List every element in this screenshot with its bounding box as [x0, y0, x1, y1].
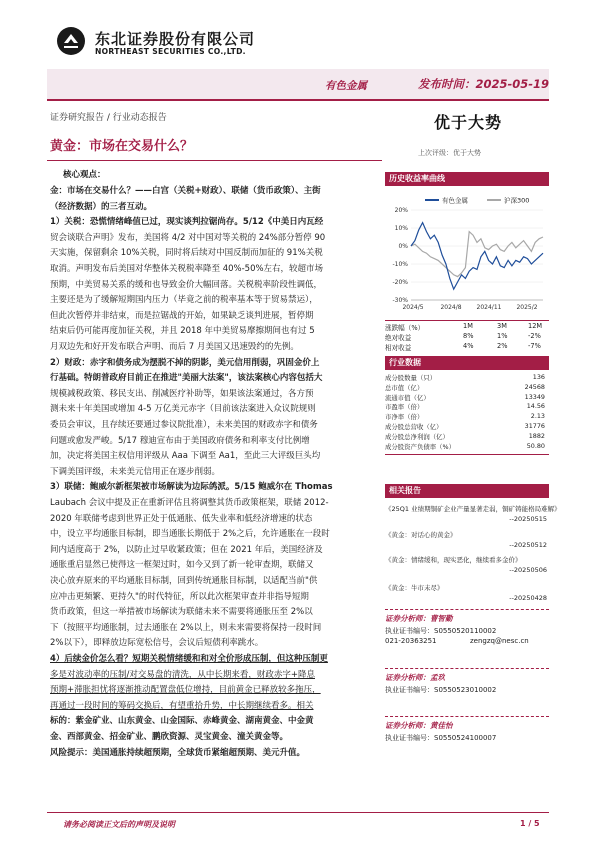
- industry-row-value: 136: [532, 373, 545, 381]
- return-chart-svg: [385, 188, 549, 320]
- analyst-label: 证券分析师：: [385, 673, 430, 682]
- body-line: 4）后续金价怎么看？短期关税情绪缓和和对全价形成压制，但这种压制更: [50, 654, 328, 664]
- analyst-name: 孟玖: [430, 673, 445, 682]
- body-line: 货币政策，但这一举措被市场解读为联储未来不需要将通胀压至 2%以: [50, 607, 313, 618]
- industry-row-value: 24568: [524, 382, 545, 391]
- industry-row: [385, 422, 549, 431]
- core-views-label: 核心观点：: [63, 170, 106, 180]
- body-line: 1）关税：恐慌情绪峰值已过，现实谈判拉锯尚存。5/12《中美日内瓦经: [50, 217, 324, 228]
- related-report-title[interactable]: 《黄金：牛市未尽》: [385, 584, 444, 592]
- body-line: 行基础。特朗普政府目前正在推进"美丽大法案"，该法案核心内容包括大: [50, 373, 323, 384]
- body-line: 预期+滞胀担忧将逐渐推动配置盘低位增持，目前黄金已释放较多拖压，: [50, 685, 321, 696]
- chart-y-tick-label: 20%: [394, 207, 408, 214]
- related-report-date: --20250512: [509, 541, 547, 549]
- industry-row: [385, 442, 549, 451]
- performance-table: [385, 322, 549, 352]
- industry-row-label: 成分股资产负债率（%）: [385, 442, 455, 451]
- analyst-name: 黄佳怡: [430, 721, 453, 730]
- industry-row-label: 成分股总净利润（亿）: [385, 432, 449, 441]
- industry-row-value: 50.80: [526, 441, 545, 450]
- footer-note: 请务必阅读正文后的声明及说明: [63, 820, 175, 829]
- rating: 优于大势: [434, 113, 503, 132]
- body-line: 加，决定将美国主权信用评级从 Aaa 下调至 Aa1，至此三大评级巨头均: [50, 451, 321, 462]
- body-line: 但此次暂停并非结束，而是拉锯战的开始，如果缺乏谈判进展，暂停期: [50, 310, 314, 321]
- body-line: 主要还是为了缓解短期国内压力（毕竟之前的税率基本等于贸易禁运），: [50, 295, 318, 306]
- related-report-title[interactable]: 《25Q1 业绩期铜矿企业产量显著走弱，铜矿铸能格局难解》: [385, 505, 561, 513]
- chart-y-tick-label: 0%: [398, 243, 408, 250]
- body-line: （经济数据）的三者互动。: [50, 201, 153, 212]
- perf-cell: 1%: [497, 332, 508, 340]
- perf-header-cell: 1M: [463, 322, 473, 330]
- perf-header-cell: 3M: [497, 322, 507, 330]
- body-line: 下（按照平均通胀制，过去通胀在 2%以上，则未来需要将保持一段时间: [50, 622, 322, 633]
- body-line: 中，设立平均通胀目标制，即当通胀长期低于 2%之后，允许通胀在一段时: [50, 529, 330, 540]
- related-report-date: --20250506: [509, 566, 547, 574]
- body-line: 2%以下），即释放边际宽松信号，会议后短债利率跳水。: [50, 638, 264, 649]
- body-line: 3）联储：鲍威尔新框架被市场解读为边际鸽派。5/15 鲍威尔在 Thomas: [50, 482, 333, 493]
- body-line: 2）财政：赤字和债务成为摆脱不掉的阴影，美元信用削弱，巩固金价上: [50, 357, 320, 368]
- chart-y-tick-label: 10%: [394, 225, 408, 232]
- analyst-cert: 执业证书编号：S0550524100007: [385, 734, 497, 742]
- chart-y-tick-label: -30%: [392, 297, 408, 304]
- body-line: 通胀重启显然已使得这一框架过时，如今又到了新一轮审查期，联储又: [50, 560, 314, 571]
- perf-table-top-line: [385, 320, 549, 321]
- chart-legend-label: 沪深300: [504, 196, 530, 205]
- related-report-title[interactable]: 《黄金：对话心的黄金》: [385, 531, 457, 539]
- industry-row: [385, 383, 549, 392]
- body-line: 多是对波动率的压制/对交易盘的清洗，从中长期来看，财政赤字+降息: [50, 669, 315, 680]
- chart-x-tick-label: 2024/8: [440, 304, 462, 311]
- body-line: 决心放弃原来的平均通胀目标制，回到传统通胀目标制，以适配当前"供: [50, 576, 318, 586]
- chart-section-title: 历史收益率曲线: [385, 172, 549, 186]
- analyst-name: 曹智勤: [430, 614, 453, 623]
- analyst-heading: [385, 672, 445, 683]
- perf-cell: 2%: [497, 342, 508, 350]
- company-name-en: NORTHEAST SECURITIES CO.,LTD.: [95, 47, 246, 56]
- industry-row-label: 成分股总营收（亿）: [385, 423, 443, 431]
- industry-row-value: 14.56: [526, 402, 545, 411]
- company-logo: [56, 26, 86, 56]
- related-section-title: 相关报告: [385, 484, 549, 498]
- related-report-title[interactable]: 《黄金：情绪缓和，现实恶化，继续看多金价》: [385, 556, 522, 564]
- report-type: 证券研究报告 / 行业动态报告: [50, 113, 167, 123]
- perf-cell: 4%: [463, 342, 474, 350]
- industry-row-value: 1882: [528, 431, 545, 440]
- industry-row-label: 总市值（亿）: [385, 383, 424, 392]
- perf-cell: 相对收益: [385, 344, 412, 352]
- analyst-label: 证券分析师：: [385, 614, 430, 623]
- industry-row-label: 流通市值（亿）: [385, 393, 430, 402]
- industry-row-label: 市净率（倍）: [385, 413, 424, 422]
- industry-row: [385, 432, 549, 441]
- industry-row: [385, 373, 549, 382]
- analyst-cert: 执业证书编号：S0550520110002: [385, 627, 497, 635]
- chart-y-tick-label: -10%: [392, 261, 408, 268]
- analyst-heading: [385, 720, 453, 731]
- body-line: 风险提示：美国通胀持续超预期，全球货币紧缩超预期、美元升值。: [50, 747, 306, 758]
- body-line: 标的：紫金矿业、山东黄金、山金国际、赤峰黄金、湖南黄金、中金黄: [50, 716, 314, 727]
- analyst-divider: [385, 716, 549, 717]
- analyst-cert: 执业证书编号：S0550523010002: [385, 686, 497, 694]
- industry-row-value: 31776: [524, 422, 545, 430]
- perf-row-relative: [385, 342, 549, 352]
- header-divider: [47, 99, 549, 101]
- body-line: 天实施，保留剩余 10%关税，同时将后续对中国反制而加征的 91%关税: [50, 248, 323, 259]
- perf-header-row: [385, 322, 549, 332]
- body-line: 问题或愈发严峻。5/17 穆迪宣布由于美国政府债务和利率支付比例增: [50, 435, 310, 446]
- perf-header-cell: 涨跌幅（%）: [385, 324, 425, 332]
- industry-row: [385, 402, 549, 411]
- analyst-email[interactable]: zengzq@nesc.cn: [470, 637, 529, 645]
- perf-cell: -7%: [528, 342, 541, 350]
- industry-table-bottom-line: [385, 454, 549, 455]
- chart-legend-label: 有色金属: [442, 196, 468, 205]
- body-line: 预期，中美贸易关系的缓和也导致金价大幅回落。关税税率阶段性调低，: [50, 279, 323, 290]
- body-line: 委员会审议，且存续还要通过参议院批准），未来美国的财政赤字和债务: [50, 420, 318, 430]
- body-line: 贸会谈联合声明》发布，美国将 4/2 对中国对等关税的 24%部分暂停 90: [50, 232, 326, 243]
- body-line: 月双边先和好开发布联合声明、而后 7 月美国又迅速毁约的先例。: [50, 342, 299, 352]
- perf-cell: -2%: [528, 332, 541, 340]
- industry-section-title: 行业数据: [385, 356, 549, 370]
- chart-x-tick-label: 2024/11: [476, 304, 502, 311]
- page-number: 1 / 5: [520, 819, 540, 828]
- analyst-heading: [385, 613, 453, 624]
- company-name-cn: 东北证券股份有限公司: [95, 30, 256, 48]
- industry-row-value: 13349: [524, 392, 545, 401]
- perf-header-cell: 12M: [528, 322, 543, 330]
- body-line: 2020 年联储考虑到世界正处于低通胀、低失业率和低经济增速的状态: [50, 513, 313, 524]
- body-line: 取消。声明发布后美国对华整体关税税率降至 40%-50%左右，较超市场: [50, 264, 324, 274]
- page-title: 黄金：市场在交易什么？: [50, 139, 194, 154]
- perf-row-absolute: [385, 332, 549, 342]
- title-divider: [47, 160, 382, 161]
- body-line: 应冲击更频繁、更持久"的时代特征，所以此次框架审查并非指导短期: [50, 591, 309, 602]
- related-report-date: --20250428: [509, 594, 547, 602]
- footer-divider: [47, 812, 549, 813]
- chart-y-tick-label: -20%: [392, 279, 408, 286]
- chart-series-line: [411, 223, 543, 290]
- industry-row-label: 市盈率（倍）: [385, 403, 424, 412]
- analyst-phone: 021-20363251: [385, 637, 437, 645]
- previous-rating: 上次评级：优于大势: [418, 149, 481, 157]
- industry-row: [385, 412, 549, 421]
- industry-row-value: 2.13: [530, 412, 545, 421]
- perf-cell: 8%: [463, 332, 474, 340]
- body-line: 规模减税政策、移民支出、削减医疗补助等，如果该法案通过，各方预: [50, 388, 314, 399]
- perf-cell: 绝对收益: [385, 334, 412, 342]
- publish-date: 发布时间：2025-05-19: [418, 77, 550, 91]
- industry-tag: 有色金属: [325, 80, 367, 92]
- return-chart: [385, 188, 549, 320]
- analyst-divider: [385, 609, 549, 610]
- body-line: 测未来十年美国或增加 4-5 万亿美元赤字（目前该法案进入众议院规则: [50, 404, 316, 415]
- body-line: 再通过一段时间的筹码交换后，有望重拾升势，中长期继续看多。相关: [50, 700, 314, 711]
- industry-row-label: 成分股数量（只）: [385, 374, 437, 382]
- chart-x-tick-label: 2025/2: [516, 304, 538, 311]
- industry-row: [385, 393, 549, 402]
- related-report-date: --20250515: [509, 515, 547, 523]
- body-line: Laubach 会议中提及正在重新评估且将调整其货币政策框架，联储 2012-: [50, 498, 329, 508]
- body-line: 下调美国评级，未来美元信用正在逐步削弱。: [50, 466, 221, 477]
- analyst-label: 证券分析师：: [385, 721, 430, 730]
- chart-x-tick-label: 2024/5: [402, 304, 424, 311]
- body-line: 金、西部黄金、招金矿业、鹏欣资源、灵宝黄金、潼关黄金等。: [50, 732, 289, 742]
- body-line: 结束后仍可能再度加征关税，并且 2018 年中美贸易摩擦期间也有过 5: [50, 326, 315, 337]
- body-line: 金：市场在交易什么？——白宫（关税+财政）、联储（货币政策）、主街: [50, 186, 321, 196]
- analyst-divider: [385, 668, 549, 669]
- body-line: 间内适度高于 2%，以防止过早收紧政策；但在 2021 年后，美国经济及: [50, 544, 323, 555]
